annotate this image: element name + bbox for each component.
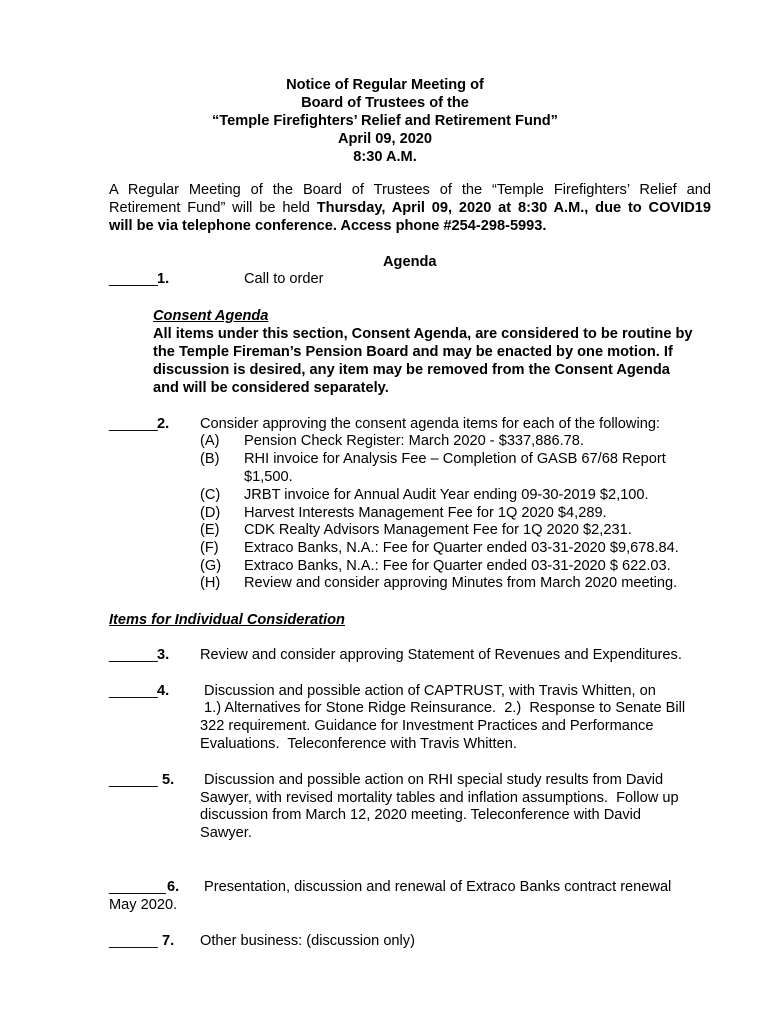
item-text: Presentation, discussion and renewal of Extraco Banks contract renewal: [200, 879, 672, 895]
subitem-label: (B): [200, 451, 220, 467]
item-blank: _______: [109, 879, 166, 895]
item-text-line: 1.) Alternatives for Stone Ridge Reinsurance. 2.) Response to Senate Bill: [200, 700, 686, 716]
item-number: 4.: [157, 683, 170, 699]
subitem-label: (A): [200, 433, 220, 449]
consent-line: and will be considered separately.: [153, 380, 389, 396]
item-number: 1.: [157, 271, 170, 287]
item-number: 2.: [157, 416, 170, 432]
subitem-label: (H): [200, 575, 221, 591]
item-blank: ______: [109, 271, 158, 287]
consent-line: the Temple Fireman’s Pension Board and may be enacted by one motion. If: [153, 344, 673, 360]
item-blank: ______: [109, 683, 158, 699]
item-text-line: Evaluations. Teleconference with Travis Whitten.: [200, 736, 517, 752]
title-line: Board of Trustees of the: [301, 95, 469, 111]
subitem-label: (C): [200, 487, 221, 503]
agenda-heading: Agenda: [383, 254, 437, 270]
item-text: Consider approving the consent agenda items for each of the following:: [200, 416, 660, 432]
item-text: Review and consider approving Statement of Revenues and Expenditures.: [200, 647, 682, 663]
subitem-label: (F): [200, 540, 219, 556]
consent-line: All items under this section, Consent Agenda, are considered to be routine by: [153, 326, 693, 342]
item-blank: ______: [109, 933, 158, 949]
item-number: 5.: [158, 772, 175, 788]
subitem-text: $1,500.: [244, 469, 293, 485]
subitem-label: (D): [200, 505, 221, 521]
subitem-text: Extraco Banks, N.A.: Fee for Quarter ended 03-31-2020 $9,678.84.: [244, 540, 679, 556]
title-line: “Temple Firefighters’ Relief and Retirement Fund”: [212, 113, 558, 129]
item-blank: ______: [109, 772, 158, 788]
intro-line-2: [109, 199, 711, 217]
consent-line: discussion is desired, any item may be removed from the Consent Agenda: [153, 362, 670, 378]
item-blank: ______: [109, 647, 158, 663]
intro-line-2-bold: Thursday, April 09, 2020 at 8:30 A.M., due to COVID19: [316, 200, 712, 216]
subitem-text: Pension Check Register: March 2020 - $337,886.78.: [244, 433, 584, 449]
item-text-line: Sawyer, with revised mortality tables and inflation assumptions. Follow up: [200, 790, 679, 806]
title-line: Notice of Regular Meeting of: [286, 77, 484, 93]
item-number: 3.: [157, 647, 170, 663]
item-text-line: discussion from March 12, 2020 meeting. Teleconference with David: [200, 807, 642, 823]
item-number: 6.: [167, 879, 180, 895]
item-text-continuation: May 2020.: [109, 897, 178, 913]
item-text-line: Sawyer.: [200, 825, 252, 841]
subitem-label: (G): [200, 558, 222, 574]
consent-agenda-body: [153, 325, 693, 397]
subitem-text: JRBT invoice for Annual Audit Year ending 09-30-2019 $2,100.: [244, 487, 649, 503]
subitem-label: (E): [200, 522, 220, 538]
title-line: April 09, 2020: [337, 131, 433, 147]
item-text: Call to order: [244, 271, 324, 287]
title-line: 8:30 A.M.: [353, 149, 417, 165]
subitem-text: RHI invoice for Analysis Fee – Completion of GASB 67/68 Report: [244, 451, 666, 467]
subitem-text: Extraco Banks, N.A.: Fee for Quarter ended 03-31-2020 $ 622.03.: [244, 558, 671, 574]
intro-line-1: A Regular Meeting of the Board of Trustees of the “Temple Firefighters’ Relief and: [109, 182, 711, 198]
item-text: Other business: (discussion only): [200, 933, 415, 949]
item-text-line: Discussion and possible action on RHI special study results from David: [200, 772, 664, 788]
subitem-text: Harvest Interests Management Fee for 1Q 2020 $4,289.: [244, 505, 607, 521]
intro-line-2-plain: Retirement Fund” will be held: [109, 200, 317, 216]
item-text-line: 322 requirement. Guidance for Investment Practices and Performance: [200, 718, 654, 734]
item-number: 7.: [158, 933, 175, 949]
item-blank: ______: [109, 416, 158, 432]
subitem-text: CDK Realty Advisors Management Fee for 1Q 2020 $2,231.: [244, 522, 632, 538]
intro-paragraph: [109, 181, 711, 235]
subitem-text: Review and consider approving Minutes from March 2020 meeting.: [244, 575, 678, 591]
individual-consideration-heading: Items for Individual Consideration: [109, 612, 345, 628]
item-text-line: Discussion and possible action of CAPTRUST, with Travis Whitten, on: [200, 683, 656, 699]
intro-line-3: will be via telephone conference. Access phone #254-298-5993.: [109, 218, 547, 234]
consent-agenda-heading: Consent Agenda: [153, 308, 269, 324]
